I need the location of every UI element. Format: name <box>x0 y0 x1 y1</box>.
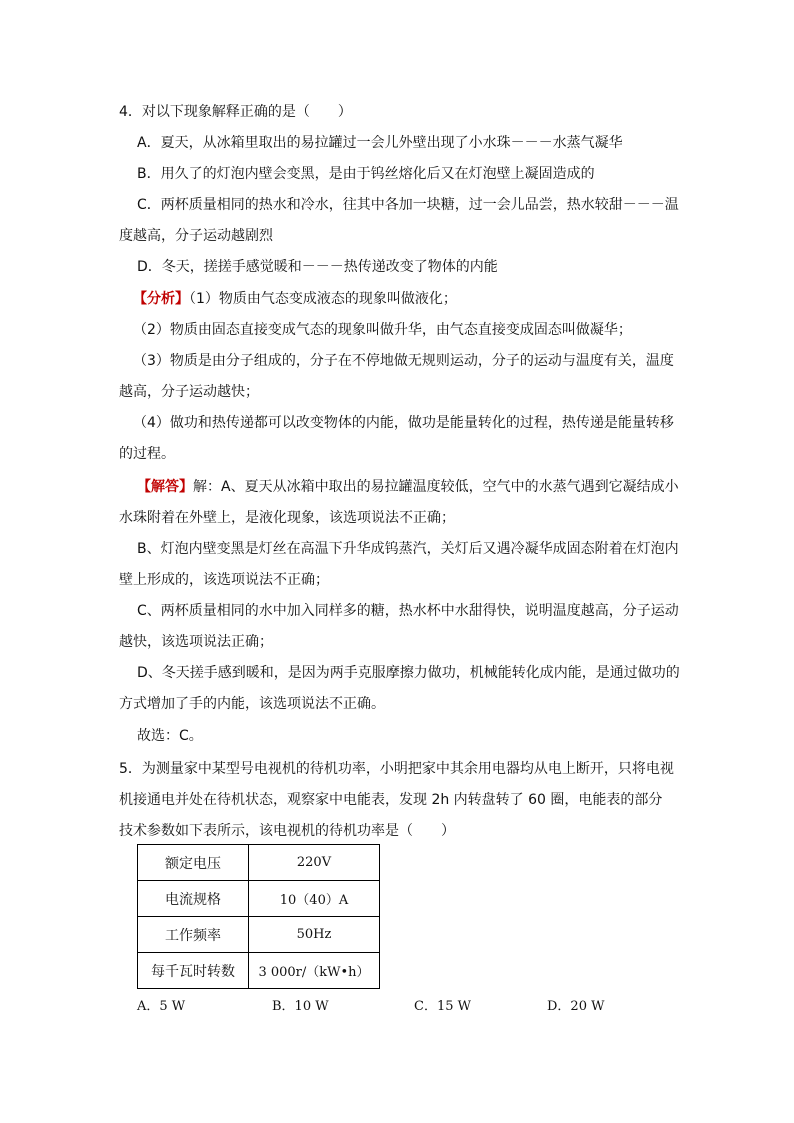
q4-option-c-cont: 度越高，分子运动越剧烈 <box>119 228 273 244</box>
analysis-line-4: 越高，分子运动越快； <box>119 384 259 400</box>
spec-value: 220V <box>249 845 380 881</box>
solution-text: 解：A、夏天从冰箱中取出的易拉罐温度较低，空气中的水蒸气遇到它凝结成小 <box>193 479 679 495</box>
analysis-tag: 【分析】 <box>133 291 189 307</box>
q5-stem-line-2: 机接通电并处在待机状态，观察家中电能表，发现 2h 内转盘转了 60 圈，电能表的部分 <box>119 792 663 808</box>
meter-spec-table <box>137 844 380 989</box>
spec-label: 工作频率 <box>138 917 249 953</box>
solution-line-5: C、两杯质量相同的水中加入同样多的糖，热水杯中水甜得快，说明温度越高，分子运动 <box>137 603 679 619</box>
q4-option-a: A．夏天，从冰箱里取出的易拉罐过一会儿外壁出现了小水珠－－－水蒸气凝华 <box>137 135 623 151</box>
solution-answer: 故选：C。 <box>137 728 203 744</box>
solution-line-3: B、灯泡内壁变黑是灯丝在高温下升华成钨蒸汽，关灯后又遇冷凝华成固态附着在灯泡内 <box>137 541 679 557</box>
q4-stem: 4．对以下现象解释正确的是（ ） <box>119 104 352 120</box>
q5-option-a: A．5 W <box>137 999 186 1014</box>
solution-line-4: 壁上形成的，该选项说法不正确； <box>119 572 329 588</box>
spec-value: 50Hz <box>249 917 380 953</box>
q4-option-d: D．冬天，搓搓手感觉暖和－－－热传递改变了物体的内能 <box>137 259 498 275</box>
analysis-line-6: 的过程。 <box>119 446 175 462</box>
spec-label: 额定电压 <box>138 845 249 881</box>
analysis-line-3: （3）物质是由分子组成的，分子在不停地做无规则运动，分子的运动与温度有关，温度 <box>133 353 674 369</box>
solution-tag: 【解答】 <box>137 479 193 495</box>
solution-line-1 <box>137 477 679 497</box>
table-row <box>138 953 380 989</box>
table-row <box>138 881 380 917</box>
solution-line-7: D、冬天搓手感到暖和，是因为两手克服摩擦力做功，机械能转化成内能，是通过做功的 <box>137 665 680 681</box>
solution-line-6: 越快，该选项说法正确； <box>119 634 273 650</box>
solution-line-2: 水珠附着在外壁上，是液化现象，该选项说法不正确； <box>119 510 455 526</box>
q5-option-d: D．20 W <box>547 999 605 1014</box>
spec-label: 每千瓦时转数 <box>138 953 249 989</box>
analysis-text: （1）物质由气态变成液态的现象叫做液化； <box>189 291 457 307</box>
analysis-line-2: （2）物质由固态直接变成气态的现象叫做升华，由气态直接变成固态叫做凝华； <box>133 322 632 338</box>
table-row <box>138 845 380 881</box>
analysis-line-5: （4）做功和热传递都可以改变物体的内能，做功是能量转化的过程，热传递是能量转移 <box>133 415 674 431</box>
spec-label: 电流规格 <box>138 881 249 917</box>
table-row <box>138 917 380 953</box>
analysis-line-1 <box>133 289 457 309</box>
q5-stem-line-3: 技术参数如下表所示，该电视机的待机功率是（ ） <box>119 823 455 839</box>
spec-value: 3 000r/（kW•h） <box>249 953 380 989</box>
q5-option-c: C．15 W <box>414 999 471 1014</box>
q5-option-b: B．10 W <box>272 999 329 1014</box>
q4-option-b: B．用久了的灯泡内壁会变黑，是由于钨丝熔化后又在灯泡壁上凝固造成的 <box>137 166 595 182</box>
solution-line-8: 方式增加了手的内能，该选项说法不正确。 <box>119 696 385 712</box>
q4-option-c: C．两杯质量相同的热水和冷水，往其中各加一块糖，过一会儿品尝，热水较甜－－－温 <box>137 197 679 213</box>
spec-value: 10（40）A <box>249 881 380 917</box>
q5-stem-line-1: 5．为测量家中某型号电视机的待机功率，小明把家中其余用电器均从电上断开，只将电视 <box>119 761 674 777</box>
